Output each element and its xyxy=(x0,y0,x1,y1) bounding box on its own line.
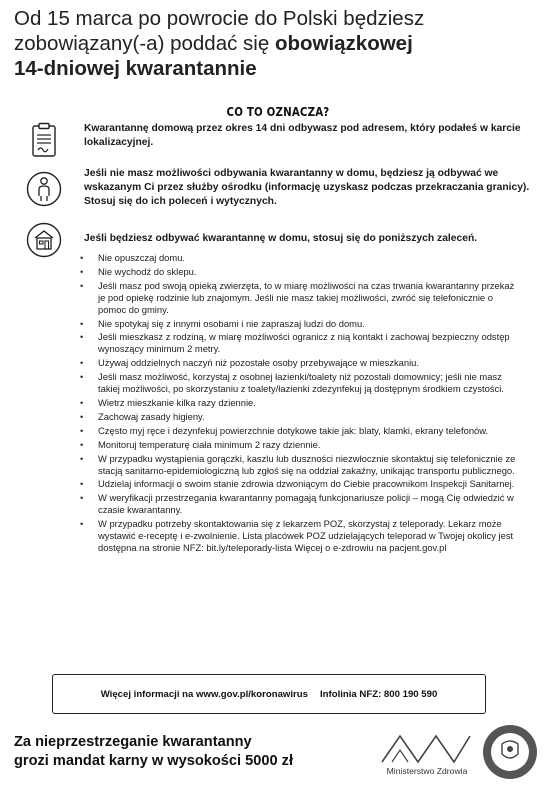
more-info-link[interactable]: Więcej informacji na www.gov.pl/koronawirus xyxy=(100,688,308,700)
guidelines-list xyxy=(80,252,520,556)
list-item: • W przypadku wystąpienia gorączki, kaszlu lub duszności niezwłocznie skontaktuj się telefonicznie ze stacją sanitarno-epidemiologiczną lub zgłoś się na oddział zakaźny, unikając transportu publicznego. xyxy=(80,453,520,477)
headline-bold-1: obowiązkowej xyxy=(274,32,413,55)
ministry-logo-label: Ministerstwo Zdrowia xyxy=(386,766,468,776)
ministry-logo-mark-icon xyxy=(378,730,476,766)
list-item: • Używaj oddzielnych naczyń niż pozostałe osoby przebywające w mieszkaniu. xyxy=(80,357,520,369)
clipboard-icon xyxy=(26,122,62,158)
hotline-text: Infolinia NFZ: 800 190 590 xyxy=(319,688,438,700)
ministry-of-health-logo xyxy=(378,730,476,780)
penalty-notice xyxy=(14,733,374,771)
info-row-home xyxy=(22,222,542,256)
list-item: • Zachowaj zasady higieny. xyxy=(80,411,520,423)
info-row-facility xyxy=(22,167,542,217)
list-item: • Wietrz mieszkanie kilka razy dziennie. xyxy=(80,397,520,409)
list-item: • Udzielaj informacji o swoim stanie zdrowia dzwoniącym do Ciebie pracownikom Inspekcji Sanitarnej. xyxy=(80,478,520,490)
person-isolation-icon xyxy=(26,171,62,207)
list-item: • Nie spotykaj się z innymi osobami i nie zapraszaj ludzi do domu. xyxy=(80,318,520,330)
list-item: • Jeśli masz możliwość, korzystaj z osobnej łazienki/toalety niż pozostali domownicy; jeśli nie masz takiej możliwości, po skorzystaniu z toalety/łazienki zdezynfekuj ją dostępnym środkiem czystości. xyxy=(80,371,520,395)
list-item: • Nie wychodź do sklepu. xyxy=(80,266,520,278)
section-title: CO TO OZNACZA? xyxy=(226,104,330,119)
list-item: • Monitoruj temperaturę ciała minimum 2 razy dziennie. xyxy=(80,439,520,451)
info-text-home: Jeśli będziesz odbywać kwarantannę w domu, stosuj się do poniższych zaleceń. xyxy=(84,233,478,244)
list-item: • Jeśli mieszkasz z rodziną, w miarę możliwości ogranicz z nią kontakt i zachowaj bezpieczny odstęp wynoszący minimum 2 metry. xyxy=(80,331,520,355)
house-icon xyxy=(26,222,62,258)
sanitary-inspection-seal-icon xyxy=(482,724,538,780)
list-item: • Nie opuszczaj domu. xyxy=(80,252,520,264)
list-item: • Często myj ręce i dezynfekuj powierzchnie dotykowe takie jak: blaty, klamki, ekrany telefonów. xyxy=(80,425,520,437)
info-text-address: Kwarantannę domową przez okres 14 dni odbywasz pod adresem, który podałeś w karcie lokalizacyjnej. xyxy=(84,123,521,148)
info-box xyxy=(52,674,486,714)
info-row-address xyxy=(22,122,542,166)
headline xyxy=(14,6,544,81)
headline-text: Od 15 marca po powrocie do Polski będziesz zobowiązany(-a) poddać się xyxy=(14,7,425,55)
list-item: • W weryfikacji przestrzegania kwarantanny pomagają funkcjonariusze policji – mogą Cię odwiedzić w czasie kwarantanny. xyxy=(80,492,520,516)
list-item: • W przypadku potrzeby skontaktowania się z lekarzem POZ, skorzystaj z teleporady. Lekarz może wystawić e-receptę i e-zwolnienie. Lista placówek POZ udzielających teleporad w Twojej okolicy jest dostępna na stronie NFZ: bit.ly/teleporady-lista Więcej o e-zdrowiu na pacjent.gov.pl xyxy=(80,518,520,554)
list-item: • Jeśli masz pod swoją opieką zwierzęta, to w miarę możliwości na czas trwania kwarantanny przekaż je pod opiekę rodzinie lub znajomym. Jeśli nie masz takiej możliwości, zwróć się telefonicznie o pomoc do gminy. xyxy=(80,280,520,316)
headline-bold-2: 14-dniowej kwarantannie xyxy=(14,57,257,80)
penalty-line-2: grozi mandat karny w wysokości 5000 zł xyxy=(14,753,294,769)
info-text-facility: Jeśli nie masz możliwości odbywania kwarantanny w domu, będziesz ją odbywać we wskazanym Ci przez służby ośrodku (informację uzyskasz podczas przekraczania granicy). Stosuj się do ich poleceń i wytycznych. xyxy=(84,168,530,207)
penalty-line-1: Za nieprzestrzeganie kwarantanny xyxy=(14,734,252,750)
